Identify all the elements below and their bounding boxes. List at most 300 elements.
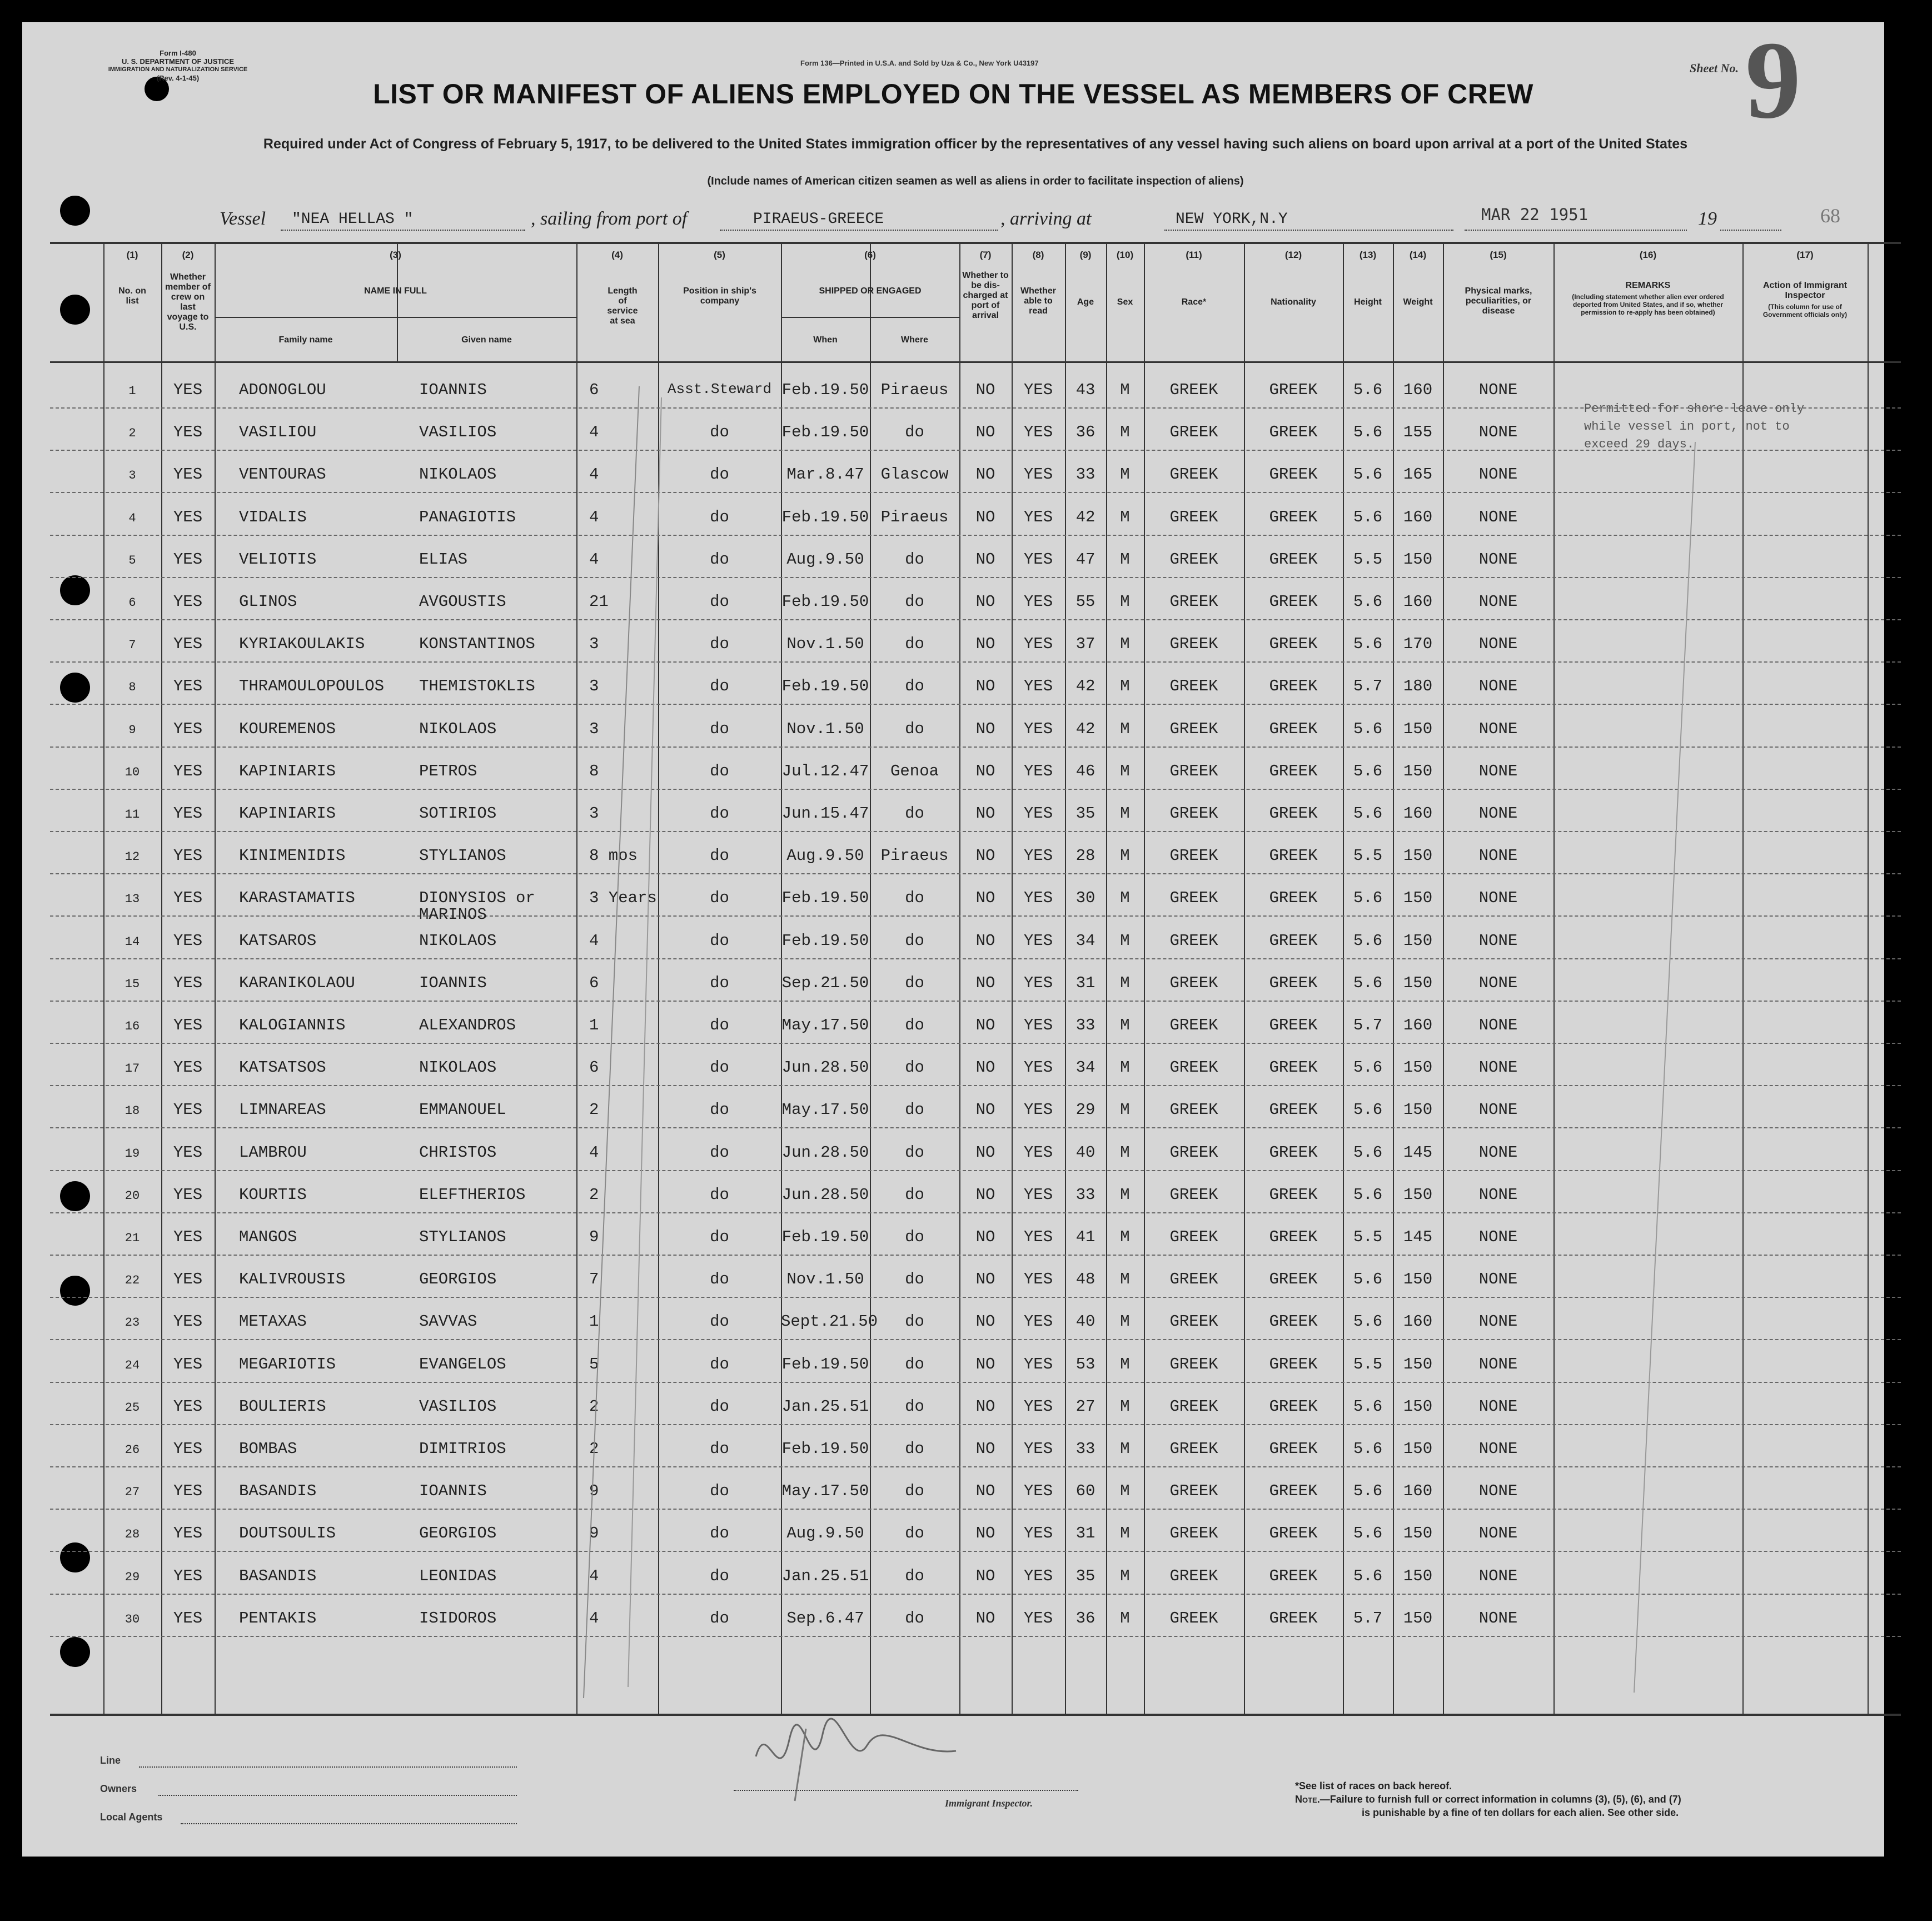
nationality: GREEK [1269, 1270, 1318, 1289]
to-be-discharged: NO [975, 1524, 995, 1543]
able-to-read: YES [1023, 677, 1053, 696]
given-name: IOANNIS [419, 381, 487, 399]
shipped-where: do [905, 423, 924, 442]
height: 5.6 [1353, 423, 1383, 442]
family-name: PENTAKIS [239, 1609, 317, 1628]
given-name: VASILIOS [419, 1397, 497, 1416]
age: 29 [1075, 1101, 1096, 1119]
position: do [710, 1397, 729, 1416]
position: do [710, 1482, 729, 1501]
height: 5.7 [1353, 1609, 1383, 1628]
given-name: GEORGIOS [419, 1270, 497, 1289]
vessel-label: Vessel [220, 208, 266, 229]
weight: 150 [1403, 1270, 1433, 1289]
col-number: (6) [864, 250, 876, 260]
shipped-when: Sept.21.50 [781, 1312, 878, 1331]
age: 55 [1075, 593, 1096, 611]
family-name: LIMNAREAS [239, 1101, 326, 1119]
given-name: EVANGELOS [419, 1355, 506, 1373]
sex: M [1120, 1312, 1130, 1331]
department-name: U. S. DEPARTMENT OF JUSTICE [122, 57, 234, 66]
sex: M [1120, 677, 1130, 696]
to-be-discharged: NO [975, 1101, 995, 1119]
member-last-voyage: YES [173, 1524, 203, 1543]
length-of-service: 4 [589, 507, 599, 526]
able-to-read: YES [1023, 507, 1053, 526]
sex: M [1120, 804, 1130, 823]
row-number: 28 [125, 1527, 140, 1542]
able-to-read: YES [1023, 1185, 1053, 1204]
physical-marks: NONE [1478, 1440, 1518, 1458]
family-name: MEGARIOTIS [239, 1355, 336, 1373]
shipped-where: do [905, 1440, 924, 1458]
race: GREEK [1169, 677, 1218, 696]
given-name: NIKOLAOS [419, 931, 497, 950]
position: do [710, 1185, 729, 1204]
member-last-voyage: YES [173, 1185, 203, 1204]
family-name: KAPINIARIS [239, 804, 336, 823]
sex: M [1120, 465, 1130, 484]
family-name: BOMBAS [239, 1440, 297, 1458]
pencil-marks [50, 242, 1901, 1714]
col-number: (8) [1032, 250, 1044, 260]
age: 42 [1075, 507, 1096, 526]
owners-field[interactable] [158, 1795, 517, 1796]
able-to-read: YES [1023, 593, 1053, 611]
able-to-read: YES [1023, 1312, 1053, 1331]
to-be-discharged: NO [975, 1312, 995, 1331]
nationality: GREEK [1269, 1397, 1318, 1416]
row-number: 10 [125, 765, 140, 779]
age: 36 [1075, 423, 1096, 442]
position: do [710, 1355, 729, 1373]
nationality: GREEK [1269, 1058, 1318, 1077]
shipped-where: do [905, 973, 924, 992]
length-of-service: 9 [589, 1524, 599, 1543]
age: 47 [1075, 550, 1096, 569]
shipped-when: Feb.19.50 [781, 381, 869, 399]
shipped-where: do [905, 1524, 924, 1543]
age: 34 [1075, 1058, 1096, 1077]
physical-marks: NONE [1478, 889, 1518, 908]
row-number: 22 [125, 1273, 140, 1288]
sex: M [1120, 423, 1130, 442]
able-to-read: YES [1023, 1143, 1053, 1162]
able-to-read: YES [1023, 762, 1053, 780]
physical-marks: NONE [1478, 635, 1518, 654]
position: do [710, 635, 729, 654]
race: GREEK [1169, 1482, 1218, 1501]
shipped-when: Jun.28.50 [781, 1185, 869, 1204]
height: 5.7 [1353, 677, 1383, 696]
local-agents-field[interactable] [181, 1823, 517, 1824]
shipped-when: Aug.9.50 [786, 1524, 864, 1543]
length-of-service: 1 [589, 1016, 599, 1034]
col-head-when: When [813, 335, 838, 345]
row-number: 2 [128, 426, 136, 441]
age: 42 [1075, 719, 1096, 738]
local-agents-label: Local Agents [100, 1811, 163, 1823]
age: 53 [1075, 1355, 1096, 1373]
remarks-line: Permitted for shore leave only [1584, 402, 1805, 416]
member-last-voyage: YES [173, 931, 203, 950]
shipped-where: do [905, 677, 924, 696]
family-name: KAPINIARIS [239, 762, 336, 780]
given-name: KONSTANTINOS [419, 635, 535, 654]
col-head-where: Where [901, 335, 928, 345]
row-number: 13 [125, 892, 140, 907]
to-be-discharged: NO [975, 1609, 995, 1628]
page-subtitle: Required under Act of Congress of February 5, 1917, to be delivered to the United States immigration officer by the representatives of any vessel having such aliens on board upon arrival at a port of the United States [263, 136, 1688, 152]
nationality: GREEK [1269, 593, 1318, 611]
family-name: ADONOGLOU [239, 381, 326, 399]
weight: 160 [1403, 593, 1433, 611]
given-name: THEMISTOKLIS [419, 677, 535, 696]
race: GREEK [1169, 1524, 1218, 1543]
sex: M [1120, 1397, 1130, 1416]
row-number: 7 [128, 638, 136, 653]
length-of-service: 9 [589, 1228, 599, 1246]
page-title: LIST OR MANIFEST OF ALIENS EMPLOYED ON THE VESSEL AS MEMBERS OF CREW [373, 78, 1533, 110]
shipped-where: do [905, 1609, 924, 1628]
member-last-voyage: YES [173, 1143, 203, 1162]
to-be-discharged: NO [975, 465, 995, 484]
age: 37 [1075, 635, 1096, 654]
member-last-voyage: YES [173, 1355, 203, 1373]
shipped-when: Feb.19.50 [781, 1355, 869, 1373]
shipped-where: Piraeus [880, 507, 949, 526]
family-name: LAMBROU [239, 1143, 307, 1162]
physical-marks: NONE [1478, 550, 1518, 569]
nationality: GREEK [1269, 423, 1318, 442]
nationality: GREEK [1269, 889, 1318, 908]
col-head-length-service: Length of service at sea [607, 286, 638, 326]
col-number: (17) [1796, 250, 1814, 260]
physical-marks: NONE [1478, 1312, 1518, 1331]
shipped-where: Genoa [890, 762, 939, 780]
height: 5.6 [1353, 804, 1383, 823]
row-number: 29 [125, 1570, 140, 1584]
race: GREEK [1169, 1101, 1218, 1119]
physical-marks: NONE [1478, 381, 1518, 399]
age: 60 [1075, 1482, 1096, 1501]
height: 5.6 [1353, 1397, 1383, 1416]
member-last-voyage: YES [173, 381, 203, 399]
physical-marks: NONE [1478, 1143, 1518, 1162]
to-be-discharged: NO [975, 1270, 995, 1289]
inspector-signature [745, 1706, 967, 1806]
member-last-voyage: YES [173, 719, 203, 738]
nationality: GREEK [1269, 719, 1318, 738]
position: do [710, 1609, 729, 1628]
height: 5.6 [1353, 719, 1383, 738]
shipped-when: Feb.19.50 [781, 1228, 869, 1246]
col-head-discharged: Whether to be dis-charged at port of arrival [962, 271, 1009, 320]
position: do [710, 1058, 729, 1077]
weight: 150 [1403, 762, 1433, 780]
sex: M [1120, 1355, 1130, 1373]
sex: M [1120, 1609, 1130, 1628]
family-name: VENTOURAS [239, 465, 326, 484]
row-number: 17 [125, 1062, 140, 1076]
sheet-number-label: Sheet No. [1690, 61, 1739, 75]
length-of-service: 2 [589, 1440, 599, 1458]
shipped-when: Nov.1.50 [786, 1270, 864, 1289]
shipped-when: May.17.50 [781, 1101, 869, 1119]
sex: M [1120, 1566, 1130, 1585]
length-of-service: 6 [589, 973, 599, 992]
member-last-voyage: YES [173, 804, 203, 823]
height: 5.6 [1353, 635, 1383, 654]
punch-hole [60, 196, 90, 226]
able-to-read: YES [1023, 1228, 1053, 1246]
given-name: ALEXANDROS [419, 1016, 516, 1034]
race: GREEK [1169, 1609, 1218, 1628]
position: do [710, 423, 729, 442]
given-name: IOANNIS [419, 1482, 487, 1501]
position: do [710, 593, 729, 611]
race: GREEK [1169, 381, 1218, 399]
given-name: ELIAS [419, 550, 468, 569]
able-to-read: YES [1023, 889, 1053, 908]
to-be-discharged: NO [975, 931, 995, 950]
length-of-service: 7 [589, 1270, 599, 1289]
shipped-where: do [905, 1482, 924, 1501]
height: 5.6 [1353, 1440, 1383, 1458]
port-to: NEW YORK,N.Y [1176, 211, 1288, 228]
include-note: (Include names of American citizen seamen as well as aliens in order to facilitate inspection of aliens) [707, 175, 1244, 187]
year-label: 19 [1698, 208, 1717, 229]
line-field[interactable] [139, 1766, 517, 1768]
race-footnote: *See list of races on back hereof. [1295, 1780, 1452, 1791]
race: GREEK [1169, 1016, 1218, 1034]
sailing-label: , sailing from port of [531, 208, 688, 229]
age: 42 [1075, 677, 1096, 696]
physical-marks: NONE [1478, 677, 1518, 696]
member-last-voyage: YES [173, 1101, 203, 1119]
physical-marks: NONE [1478, 1185, 1518, 1204]
weight: 160 [1403, 1016, 1433, 1034]
nationality: GREEK [1269, 635, 1318, 654]
family-name: KARASTAMATIS [239, 889, 355, 908]
height: 5.6 [1353, 889, 1383, 908]
given-name: STYLIANOS [419, 1228, 506, 1246]
family-name: BOULIERIS [239, 1397, 326, 1416]
nationality: GREEK [1269, 381, 1318, 399]
age: 27 [1075, 1397, 1096, 1416]
age: 33 [1075, 1185, 1096, 1204]
length-of-service: 6 [589, 381, 599, 399]
physical-marks: NONE [1478, 1270, 1518, 1289]
shipped-where: do [905, 593, 924, 611]
shipped-when: Nov.1.50 [786, 719, 864, 738]
height: 5.6 [1353, 1101, 1383, 1119]
height: 5.6 [1353, 507, 1383, 526]
given-name: SAVVAS [419, 1312, 477, 1331]
given-name: NIKOLAOS [419, 1058, 497, 1077]
col-number: (3) [390, 250, 401, 260]
nationality: GREEK [1269, 1355, 1318, 1373]
line-label: Line [100, 1755, 121, 1766]
age: 33 [1075, 1440, 1096, 1458]
shipped-when: Feb.19.50 [781, 677, 869, 696]
height: 5.6 [1353, 1566, 1383, 1585]
note-text: —Failure to furnish full or correct information in columns (3), (5), (6), and (7) [1319, 1794, 1681, 1805]
nationality: GREEK [1269, 1482, 1318, 1501]
col-number: (14) [1409, 250, 1427, 260]
family-name: GLINOS [239, 593, 297, 611]
position: do [710, 1566, 729, 1585]
race: GREEK [1169, 1228, 1218, 1246]
shipped-when: Jan.25.51 [781, 1397, 869, 1416]
able-to-read: YES [1023, 423, 1053, 442]
col-head-age: Age [1077, 297, 1094, 307]
age: 33 [1075, 1016, 1096, 1034]
to-be-discharged: NO [975, 381, 995, 399]
dotted-fill [1720, 230, 1781, 231]
col-number: (9) [1079, 250, 1092, 260]
dotted-fill [1164, 230, 1453, 231]
age: 28 [1075, 847, 1096, 865]
to-be-discharged: NO [975, 1482, 995, 1501]
length-of-service: 9 [589, 1482, 599, 1501]
dotted-fill [281, 230, 525, 231]
col-head-nationality: Nationality [1271, 297, 1316, 307]
row-number: 5 [128, 553, 136, 568]
row-number: 30 [125, 1612, 140, 1626]
race: GREEK [1169, 507, 1218, 526]
height: 5.5 [1353, 1355, 1383, 1373]
able-to-read: YES [1023, 1609, 1053, 1628]
weight: 160 [1403, 804, 1433, 823]
shipped-where: do [905, 1566, 924, 1585]
given-name: PANAGIOTIS [419, 507, 516, 526]
shipped-when: Sep.6.47 [786, 1609, 864, 1628]
weight: 160 [1403, 381, 1433, 399]
age: 35 [1075, 1566, 1096, 1585]
col-number: (12) [1284, 250, 1302, 260]
family-name: VASILIOU [239, 423, 317, 442]
physical-marks: NONE [1478, 804, 1518, 823]
col-number: (7) [979, 250, 992, 260]
physical-marks: NONE [1478, 1609, 1518, 1628]
position: do [710, 550, 729, 569]
race: GREEK [1169, 1566, 1218, 1585]
family-name: KATSAROS [239, 931, 317, 950]
given-name: IOANNIS [419, 973, 487, 992]
age: 33 [1075, 465, 1096, 484]
sex: M [1120, 1228, 1130, 1246]
row-number: 19 [125, 1146, 140, 1161]
able-to-read: YES [1023, 1397, 1053, 1416]
member-last-voyage: YES [173, 677, 203, 696]
member-last-voyage: YES [173, 593, 203, 611]
given-name: VASILIOS [419, 423, 497, 442]
manifest-sheet [22, 19, 1884, 1857]
col-head-able-read: Whether able to read [1020, 286, 1056, 316]
physical-marks: NONE [1478, 1016, 1518, 1034]
inspector-signature-line [734, 1790, 1078, 1791]
shipped-when: Mar.8.47 [786, 465, 864, 484]
col-head-name-in-full: NAME IN FULL [364, 286, 427, 296]
row-number: 3 [128, 469, 136, 483]
shipped-when: Feb.19.50 [781, 507, 869, 526]
shipped-where: do [905, 1312, 924, 1331]
height: 5.7 [1353, 1016, 1383, 1034]
race: GREEK [1169, 1355, 1218, 1373]
col-head-physical: Physical marks, peculiarities, or disease [1465, 286, 1532, 316]
to-be-discharged: NO [975, 762, 995, 780]
able-to-read: YES [1023, 381, 1053, 399]
given-name: AVGOUSTIS [419, 593, 506, 611]
age: 43 [1075, 381, 1096, 399]
col-number: (13) [1359, 250, 1377, 260]
shipped-where: do [905, 1143, 924, 1162]
length-of-service: 4 [589, 550, 599, 569]
family-name: VELIOTIS [239, 550, 317, 569]
race: GREEK [1169, 1058, 1218, 1077]
col-number: (4) [611, 250, 623, 260]
length-of-service: 2 [589, 1101, 599, 1119]
given-name: DIONYSIOS or [419, 889, 535, 908]
position: do [710, 847, 729, 865]
nationality: GREEK [1269, 1440, 1318, 1458]
to-be-discharged: NO [975, 1058, 995, 1077]
position: do [710, 507, 729, 526]
sex: M [1120, 381, 1130, 399]
remarks-line: exceed 29 days. [1584, 437, 1695, 451]
member-last-voyage: YES [173, 889, 203, 908]
row-number: 9 [128, 723, 136, 737]
length-of-service: 4 [589, 1566, 599, 1585]
family-name: KALOGIANNIS [239, 1016, 346, 1034]
col-head-remarks-note: (Including statement whether alien ever ordered deported from United States, and if so, whether permission to re-apply has been obtained) [1572, 293, 1724, 316]
col-head-whether-member: Whether member of crew on last voyage to U.S. [165, 272, 211, 332]
able-to-read: YES [1023, 1566, 1053, 1585]
given-name: ELEFTHERIOS [419, 1185, 526, 1204]
shipped-where: Piraeus [880, 381, 949, 399]
family-name: KINIMENIDIS [239, 847, 346, 865]
sex: M [1120, 635, 1130, 654]
race: GREEK [1169, 635, 1218, 654]
length-of-service: 21 [589, 593, 609, 611]
shipped-when: Aug.9.50 [786, 550, 864, 569]
revision-date: (Rev. 4-1-45) [156, 74, 200, 82]
sex: M [1120, 1101, 1130, 1119]
position: do [710, 804, 729, 823]
physical-marks: NONE [1478, 1228, 1518, 1246]
shipped-where: do [905, 1397, 924, 1416]
shipped-when: Feb.19.50 [781, 889, 869, 908]
age: 34 [1075, 931, 1096, 950]
member-last-voyage: YES [173, 423, 203, 442]
to-be-discharged: NO [975, 677, 995, 696]
position: do [710, 1101, 729, 1119]
race: GREEK [1169, 804, 1218, 823]
shipped-when: Feb.19.50 [781, 593, 869, 611]
sex: M [1120, 593, 1130, 611]
shipped-where: do [905, 1270, 924, 1289]
weight: 145 [1403, 1228, 1433, 1246]
nationality: GREEK [1269, 762, 1318, 780]
col-head-sex: Sex [1117, 297, 1133, 307]
weight: 150 [1403, 1101, 1433, 1119]
given-name: DIMITRIOS [419, 1440, 506, 1458]
age: 40 [1075, 1312, 1096, 1331]
sex: M [1120, 1270, 1130, 1289]
sex: M [1120, 1185, 1130, 1204]
shipped-when: Feb.19.50 [781, 931, 869, 950]
